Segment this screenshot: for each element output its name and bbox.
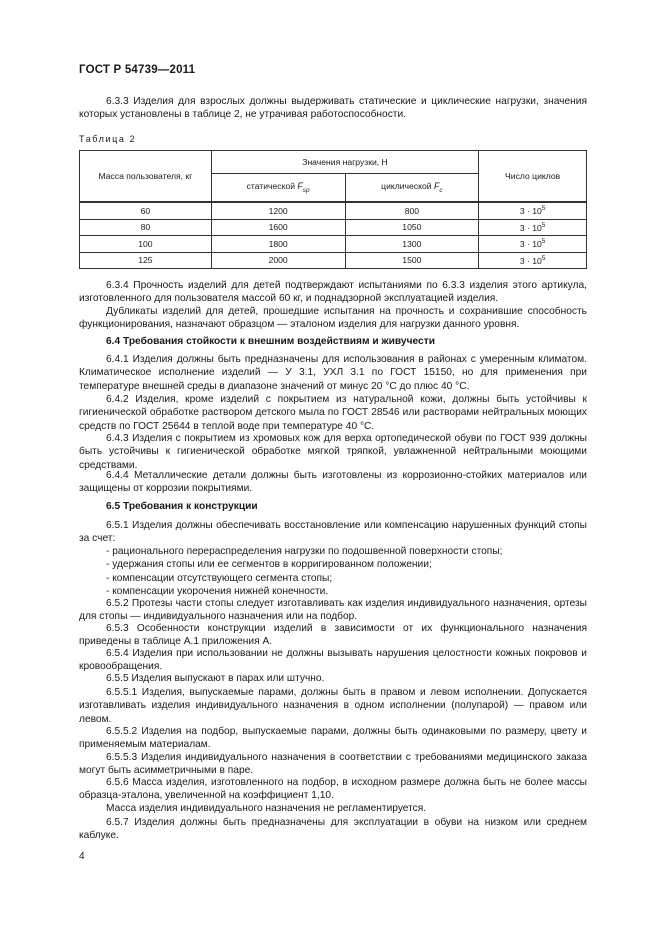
paragraph-6-4-1: 6.4.1 Изделия должны быть предназначены для использования в районах с умеренным климатом. Климатическое исполнение изделий — У 3.1, УХЛ 3.1 по ГОСТ 15150, но для применения при температуре внешней среды в диапазоне значений от минус 20 °С до плюс 40 °С. — [79, 354, 587, 392]
paragraph-6-5-5-3: 6.5.5.3 Изделия индивидуального назначения в соответствии с требованиями медицинского заказа могут быть асимметричными в паре. — [79, 752, 587, 777]
paragraph-6-4-2: 6.4.2 Изделия, кроме изделий с покрытием из натуральной кожи, должны быть устойчивы к гигиенической обработке раствором детского мыла по ГОСТ 28546 или растворами нейтральных моющих средств по ГОСТ 25644 в теплой воде при температуре 40 °С. — [79, 394, 587, 432]
load-table — [79, 150, 587, 269]
section-6-4-heading: 6.4 Требования стойкости к внешним воздействиям и живучести — [106, 336, 435, 347]
table-caption: Таблица 2 — [79, 134, 137, 144]
cell-cycles: $3 \cdot 10^5$ — [479, 202, 587, 219]
cell-cycles: $3 \cdot 10^5$ — [479, 252, 587, 269]
paragraph-6-5-7: 6.5.7 Изделия должны быть предназначены для эксплуатации в обуви на низком или среднем каблуке. — [79, 817, 587, 842]
cell-mass: 80 — [80, 219, 212, 236]
cell-static: 1600 — [211, 219, 345, 236]
cell-cycles: $3 \cdot 10^5$ — [479, 236, 587, 253]
paragraph-6-5-5: 6.5.5 Изделия выпускают в парах или штучно. — [106, 673, 325, 684]
header-cycles: Число циклов — [479, 151, 587, 203]
cell-static: 1800 — [211, 236, 345, 253]
header-static-symbol: $F_{sp}$ — [297, 181, 310, 194]
cell-mass: 125 — [80, 252, 212, 269]
cell-cycles: $3 \cdot 10^5$ — [479, 219, 587, 236]
list-item: - удержания стопы или ее сегментов в корригированном положении; — [106, 559, 432, 571]
cell-cyclic: 1500 — [345, 252, 479, 269]
paragraph-6-4-4: 6.4.4 Металлические детали должны быть изготовлены из коррозионно-стойких материалов или защищены от коррозии покрытиями. — [79, 470, 587, 495]
table-row — [80, 202, 587, 219]
section-6-5-heading: 6.5 Требования к конструкции — [106, 501, 258, 512]
paragraph-6-5-6-mass: Масса изделия индивидуального назначения не регламентируется. — [106, 803, 427, 814]
document-header: ГОСТ Р 54739—2011 — [79, 64, 196, 76]
list-6-5-1 — [106, 545, 587, 598]
paragraph-6-5-6: 6.5.6 Масса изделия, изготовленного на подбор, в исходном размере должна быть не более массы образца-эталона, увеличенной на коэффициент 1,10. — [79, 777, 587, 802]
list-item: - компенсации укорочения нижней конечности. — [106, 585, 329, 597]
header-cyclic — [345, 174, 479, 203]
paragraph-6-4-3: 6.4.3 Изделия с покрытием из хромовых кож для верха ортопедической обуви по ГОСТ 939 должны быть устойчивы к гигиенической обработке мягкой тряпкой, увлажненной нейтральными моющими средствами. — [79, 433, 587, 471]
cell-cyclic: 800 — [345, 202, 479, 219]
paragraph-6-3-4: 6.3.4 Прочность изделий для детей подтверждают испытаниями по 6.3.3 изделия этого артикула, изготовленного для пользователя массой 60 кг, и поднадзорной эксплуатацией изделия. — [79, 280, 587, 305]
cell-cyclic: 1300 — [345, 236, 479, 253]
list-item: - рационального перераспределения нагрузки по подошвенной поверхности стопы; — [106, 546, 503, 557]
cell-static: 2000 — [211, 252, 345, 269]
paragraph-6-5-5-2: 6.5.5.2 Изделия на подбор, выпускаемые парами, должны быть одинаковыми по размеру, цвету и применяемым материалам. — [79, 726, 587, 751]
list-item: - компенсации отсутствующего сегмента стопы; — [106, 572, 333, 584]
header-static — [211, 174, 345, 203]
cell-mass: 100 — [80, 236, 212, 253]
header-mass: Масса пользователя, кг — [80, 151, 212, 203]
cell-static: 1200 — [211, 202, 345, 219]
paragraph-6-3-3: 6.3.3 Изделия для взрослых должны выдерживать статические и циклические нагрузки, значения которых установлены в таблице 2, не утрачивая работоспособности. — [79, 96, 587, 121]
cell-mass: 60 — [80, 202, 212, 219]
header-load: Значения нагрузки, Н — [211, 151, 478, 174]
table-row — [80, 236, 587, 253]
table-row — [80, 219, 587, 236]
header-cyclic-label: циклической — [381, 181, 432, 191]
table-row — [80, 252, 587, 269]
paragraph-6-5-2: 6.5.2 Протезы части стопы следует изготавливать как изделия индивидуального назначения, ортезы для стопы — индивидуального назначения или на подбор. — [79, 598, 587, 623]
paragraph-6-3-4-duplicates: Дубликаты изделий для детей, прошедшие испытания на прочность и сохранившие способность функционирования, назначают образцом — эталоном изделия для нагрузки данного уровня. — [79, 306, 587, 331]
header-cyclic-symbol: $F_c$ — [433, 181, 443, 194]
paragraph-6-5-5-1: 6.5.5.1 Изделия, выпускаемые парами, должны быть в правом и левом исполнении. Допускается изготавливать изделия индивидуального назначения в одном исполнении (полупарой) — правом или левом. — [79, 687, 587, 725]
page-number: 4 — [79, 851, 85, 862]
header-static-label: статической — [246, 181, 296, 191]
paragraph-6-5-4: 6.5.4 Изделия при использовании не должны вызывать нарушения целостности кожных покровов и кровообращения. — [79, 648, 587, 673]
paragraph-6-5-1: 6.5.1 Изделия должны обеспечивать восстановление или компенсацию нарушенных функций стопы за счет: — [79, 520, 587, 545]
paragraph-6-5-3: 6.5.3 Особенности конструкции изделий в зависимости от их функционального назначения приведены в таблице А.1 приложения А. — [79, 623, 587, 648]
cell-cyclic: 1050 — [345, 219, 479, 236]
